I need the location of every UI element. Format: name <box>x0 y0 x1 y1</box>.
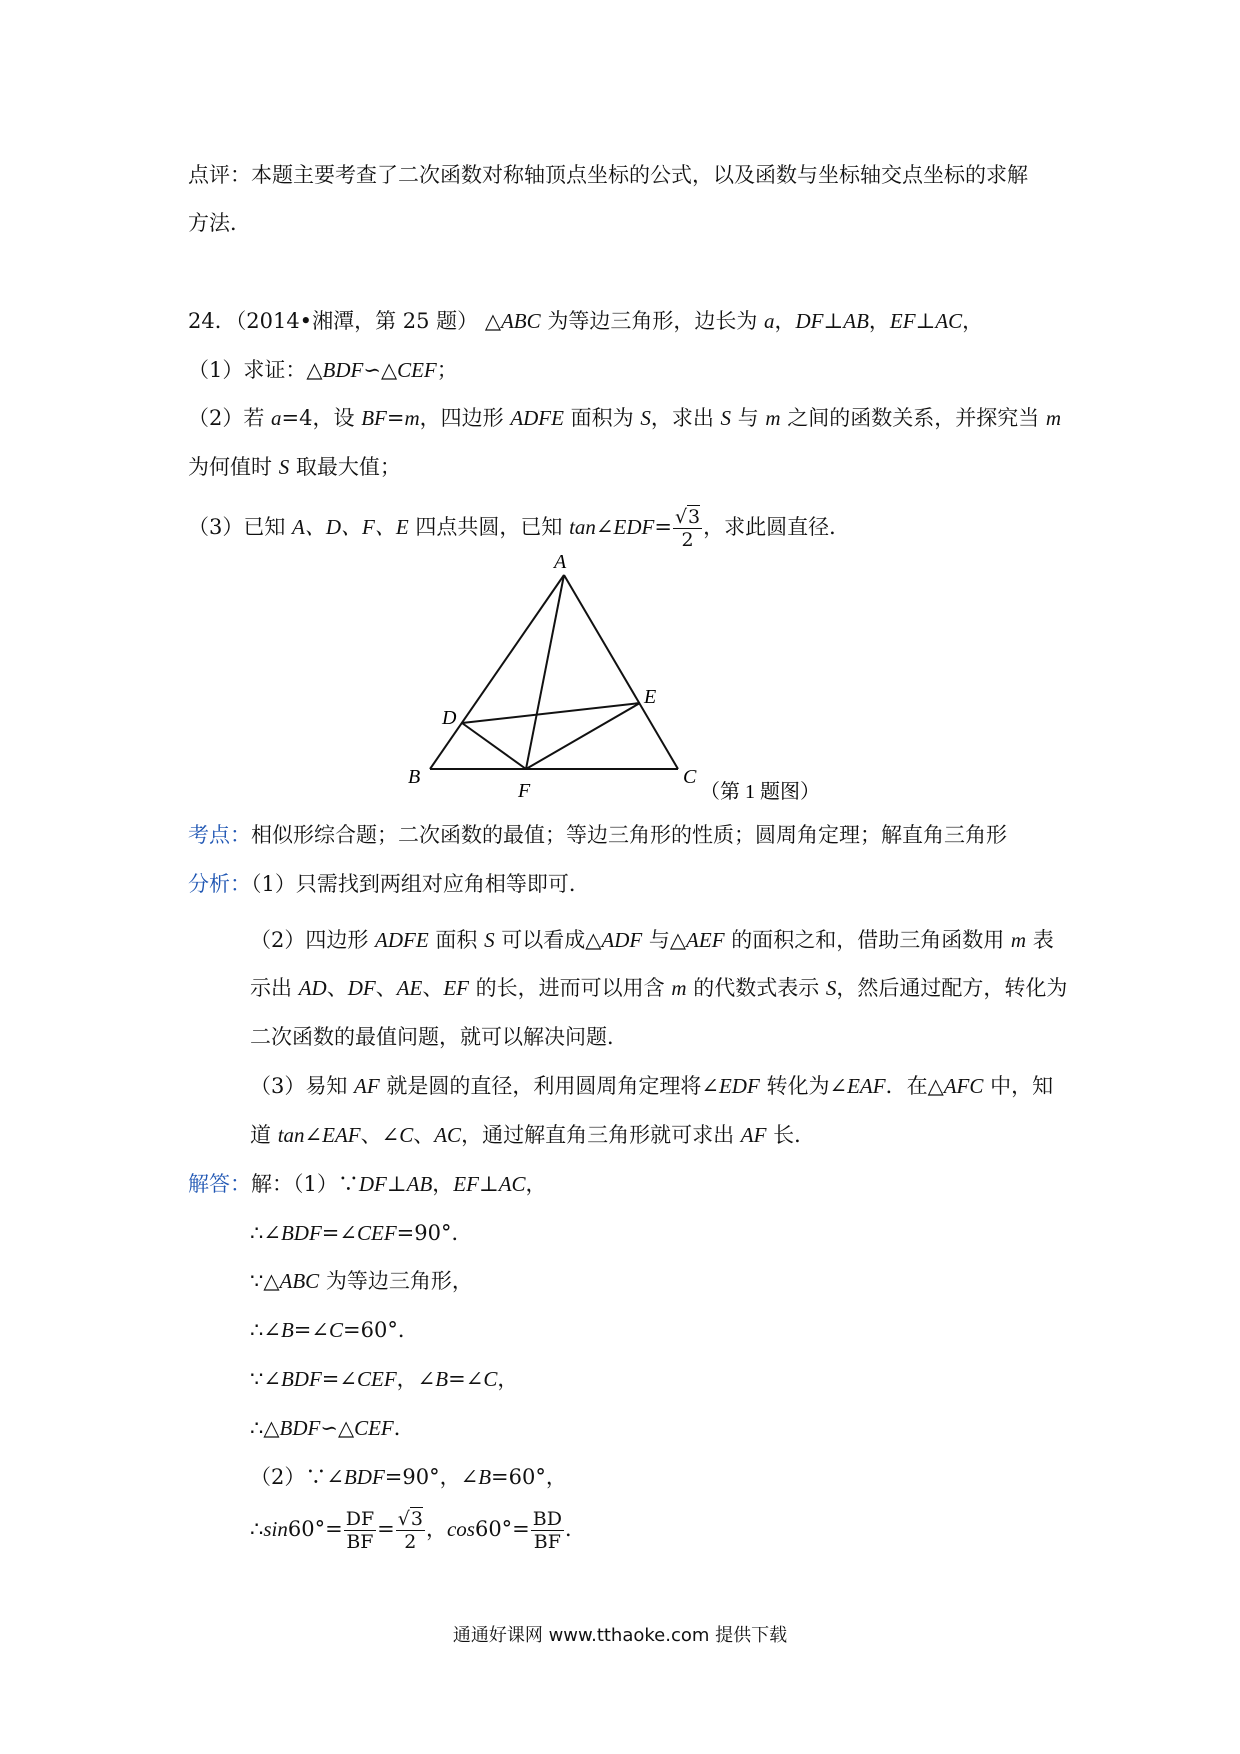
problem-number: 24． <box>188 309 236 333</box>
fenxi-text: 中，知 <box>983 1074 1054 1098</box>
q2-text: ，求出 <box>650 406 721 430</box>
jieda-text: 60°= <box>287 1517 343 1541</box>
segment-DF <box>462 723 526 769</box>
stem-text: ， <box>774 309 796 333</box>
denominator: BF <box>533 1531 561 1553</box>
fenxi-var: AF <box>354 1074 380 1098</box>
fenxi-text: 面积 <box>428 928 485 952</box>
jieda-line-7 <box>250 1462 567 1492</box>
label-D: D <box>442 707 457 729</box>
fenxi-text: 、 <box>326 976 348 1000</box>
q2-text: 为何值时 <box>188 455 279 479</box>
jieda-text: =∠ <box>448 1367 484 1391</box>
segment-AB <box>430 575 564 769</box>
fenxi-text: 的面积之和，借助三角函数用 <box>724 928 1011 952</box>
jieda-text: ⊥ <box>478 1172 499 1196</box>
jieda-text: =60°． <box>343 1318 419 1342</box>
question-2-line-2 <box>188 452 401 482</box>
q2-var: ADFE <box>510 406 564 430</box>
jieda-var: BDF <box>280 1367 322 1391</box>
radicand: 3 <box>688 506 701 528</box>
fenxi-var: ADFE <box>375 928 429 952</box>
jieda-label: 解答： <box>188 1172 251 1196</box>
fenxi-text: 、 <box>413 1123 435 1147</box>
jieda-text: ∴∠ <box>250 1318 281 1342</box>
stem-text: △ <box>484 309 501 333</box>
comment-line-1 <box>188 160 1028 190</box>
stem-var: AB <box>843 309 869 333</box>
jieda-line-6 <box>250 1413 415 1443</box>
q2-text: 之间的函数关系，并探究当 <box>780 406 1046 430</box>
fenxi-line-6 <box>250 1120 815 1150</box>
q2-var: S <box>640 406 651 430</box>
fenxi-var: S <box>825 976 837 1000</box>
q2-var: S <box>720 406 732 430</box>
q2-var: m <box>1045 406 1062 430</box>
sqrt-sign: √3 <box>674 506 701 528</box>
jieda-var: ABC <box>279 1269 320 1293</box>
comment-label: 点评： <box>188 163 251 187</box>
fenxi-var: EF <box>443 976 469 1000</box>
fenxi-label: 分析： <box>188 872 251 896</box>
jieda-text: 解：（1）∵ <box>251 1172 359 1196</box>
fenxi-var: ADF <box>601 928 643 952</box>
jieda-text: =∠ <box>321 1221 357 1245</box>
fenxi-var: S <box>484 928 495 952</box>
stem-text: ⊥ <box>823 309 844 333</box>
q3-text: 四点共圆，已知 <box>408 515 570 539</box>
triangle-figure <box>400 553 860 813</box>
jieda-text: =60°， <box>491 1465 567 1489</box>
fenxi-text: （2）四边形 <box>250 928 376 952</box>
comment-text-end: 方法． <box>188 211 251 235</box>
stem-var: AC <box>935 309 963 333</box>
fenxi-var: m <box>1010 928 1027 952</box>
q1-var: CEF <box>397 358 437 382</box>
jieda-text: =∠ <box>321 1367 357 1391</box>
kaodian-text: 相似形综合题；二次函数的最值；等边三角形的性质；圆周角定理；解直角三角形 <box>251 823 1007 847</box>
fenxi-var: AFC <box>943 1074 984 1098</box>
q2-text: 面积为 <box>563 406 641 430</box>
q3-text: ，求此圆直径． <box>703 515 851 539</box>
stem-var: DF <box>795 309 824 333</box>
numerator: DF <box>345 1508 375 1530</box>
jieda-var: CEF <box>354 1416 394 1440</box>
jieda-line-3 <box>250 1266 473 1296</box>
stem-var: ABC <box>500 309 541 333</box>
fenxi-text: 长． <box>766 1123 816 1147</box>
jieda-text: =90°． <box>396 1221 473 1245</box>
q2-text: （2）若 <box>188 406 272 430</box>
jieda-text: 60°= <box>474 1517 530 1541</box>
fraction-sqrt3-over-2 <box>673 506 702 551</box>
jieda-var: BDF <box>343 1465 385 1489</box>
denominator: 2 <box>681 529 694 551</box>
q3-text: （3）已知 <box>188 515 293 539</box>
numerator: BD <box>532 1508 562 1530</box>
jieda-text: ． <box>393 1416 415 1440</box>
jieda-text: =90°，∠ <box>384 1465 479 1489</box>
fenxi-var: AD <box>298 976 327 1000</box>
jieda-var: BDF <box>279 1416 321 1440</box>
jieda-text: ， <box>425 1517 447 1541</box>
jieda-text: ∴ <box>250 1517 264 1541</box>
label-F: F <box>518 780 531 802</box>
q1-text: （1）求证：△ <box>188 358 323 382</box>
fenxi-text: ，通过解直角三角形就可求出 <box>461 1123 741 1147</box>
q2-var: S <box>278 455 290 479</box>
q3-tan: tan∠EDF <box>569 515 655 539</box>
q2-var: m <box>404 406 420 430</box>
q3-var: A、D、F、E <box>292 515 409 539</box>
label-B: B <box>408 766 421 788</box>
jieda-var: CEF <box>357 1221 397 1245</box>
jieda-text: ∽△ <box>320 1416 355 1440</box>
question-2-line-1 <box>188 403 1061 433</box>
jieda-text: 为等边三角形， <box>319 1269 473 1293</box>
segment-DE <box>462 703 640 723</box>
q2-var: a <box>271 406 282 430</box>
segment-AC <box>564 575 678 769</box>
label-E: E <box>644 686 657 708</box>
jieda-var: CEF <box>357 1367 397 1391</box>
jieda-line-5 <box>250 1364 518 1394</box>
fenxi-line-1 <box>188 869 590 899</box>
fenxi-text: 二次函数的最值问题，就可以解决问题． <box>250 1025 628 1049</box>
page-footer: 通通好课网 www.tthaoke.com 提供下载 <box>452 1625 788 1646</box>
jieda-text: ， <box>497 1367 519 1391</box>
stem-text: 为等边三角形，边长为 <box>540 309 765 333</box>
fenxi-text: 转化为∠ <box>759 1074 848 1098</box>
label-C: C <box>683 766 697 788</box>
fenxi-text: 、 <box>422 976 444 1000</box>
fenxi-text: （1）只需找到两组对应角相等即可． <box>251 872 590 896</box>
fenxi-var: tan∠EAF <box>277 1123 361 1147</box>
jieda-func: sin <box>263 1517 288 1541</box>
fenxi-var: AC <box>434 1123 462 1147</box>
jieda-text: ∴∠ <box>250 1221 281 1245</box>
sqrt-sign: √3 <box>397 1508 423 1530</box>
jieda-text: ∴△ <box>250 1416 280 1440</box>
jieda-text: ， <box>525 1172 547 1196</box>
fenxi-text: ．在△ <box>885 1074 944 1098</box>
jieda-text: =∠ <box>293 1318 329 1342</box>
fenxi-text: 表 <box>1026 928 1054 952</box>
jieda-text: ∵∠ <box>250 1367 281 1391</box>
problem-source: （2014•湘潭，第 25 题） <box>235 309 479 333</box>
jieda-var: AC <box>498 1172 526 1196</box>
fraction-bd-bf <box>531 1508 564 1553</box>
question-1 <box>188 355 458 385</box>
fraction-df-bf <box>344 1508 376 1553</box>
fenxi-text: （3）易知 <box>250 1074 355 1098</box>
fenxi-line-2 <box>250 925 1054 955</box>
fenxi-text: ，然后通过配方，转化为 <box>836 976 1068 1000</box>
radicand: 3 <box>410 1508 423 1530</box>
question-3 <box>188 504 850 551</box>
jieda-var: B <box>478 1465 492 1489</box>
jieda-func: cos <box>446 1517 475 1541</box>
stem-text: ， <box>962 309 984 333</box>
kaodian-label: 考点： <box>188 823 251 847</box>
fenxi-var: AE <box>396 976 423 1000</box>
stem-text: ， <box>868 309 890 333</box>
jieda-text: ，∠ <box>396 1367 436 1391</box>
fenxi-line-5 <box>250 1071 1053 1101</box>
jieda-line-2 <box>250 1218 473 1248</box>
q1-text: ； <box>436 358 458 382</box>
fenxi-var: EAF <box>847 1074 886 1098</box>
fenxi-text: 的长，进而可以用含 <box>469 976 672 1000</box>
jieda-text: ． <box>564 1517 586 1541</box>
q1-text: ∽△ <box>363 358 398 382</box>
denominator: 2 <box>404 1531 417 1553</box>
fenxi-var: C <box>399 1123 414 1147</box>
fenxi-text: 与△ <box>642 928 687 952</box>
label-A: A <box>554 553 567 573</box>
stem-var: a <box>764 309 775 333</box>
fenxi-line-4 <box>250 1022 628 1052</box>
q2-text: 取最大值； <box>289 455 401 479</box>
jieda-var: C <box>483 1367 498 1391</box>
jieda-line-1 <box>188 1169 547 1199</box>
fenxi-text: 、 <box>375 976 397 1000</box>
fenxi-var: m <box>671 976 687 1000</box>
fraction-sqrt3-over-2 <box>396 1508 425 1553</box>
fenxi-text: 示出 <box>250 976 299 1000</box>
fenxi-text: 的代数式表示 <box>686 976 826 1000</box>
jieda-text: ， <box>432 1172 454 1196</box>
fenxi-text: 就是圆的直径，利用圆周角定理将∠ <box>379 1074 719 1098</box>
q2-text: ，四边形 <box>419 406 511 430</box>
fenxi-var: DF <box>347 976 376 1000</box>
q2-var: BF <box>361 406 387 430</box>
jieda-var: EF <box>453 1172 479 1196</box>
jieda-text: ⊥ <box>386 1172 407 1196</box>
stem-text: ⊥ <box>915 309 936 333</box>
q2-text: 与 <box>731 406 766 430</box>
jieda-text: = <box>377 1517 395 1541</box>
jieda-line-8 <box>250 1506 586 1553</box>
q3-text: = <box>654 515 672 539</box>
jieda-var: B <box>435 1367 449 1391</box>
jieda-var: BDF <box>280 1221 322 1245</box>
fenxi-var: AEF <box>686 928 725 952</box>
jieda-var: DF <box>358 1172 387 1196</box>
jieda-var: B <box>280 1318 294 1342</box>
jieda-line-4 <box>250 1315 419 1345</box>
q2-var: m <box>765 406 781 430</box>
comment-text: 本题主要考查了二次函数对称轴顶点坐标的公式，以及函数与坐标轴交点坐标的求解 <box>251 163 1028 187</box>
jieda-text: ∵△ <box>250 1269 280 1293</box>
comment-line-2 <box>188 208 251 238</box>
jieda-var: C <box>329 1318 344 1342</box>
fenxi-var: EDF <box>718 1074 760 1098</box>
jieda-text: （2）∵∠ <box>250 1465 344 1489</box>
stem-var: EF <box>889 309 916 333</box>
jieda-var: AB <box>406 1172 433 1196</box>
fenxi-text: 可以看成△ <box>494 928 602 952</box>
fenxi-text: 、∠ <box>360 1123 400 1147</box>
q1-var: BDF <box>322 358 364 382</box>
figure-caption: （第 1 题图） <box>700 781 820 803</box>
kaodian-line <box>188 820 1007 850</box>
denominator: BF <box>346 1531 374 1553</box>
fenxi-text: 道 <box>250 1123 278 1147</box>
fenxi-line-3 <box>250 973 1067 1003</box>
q2-text: =4，设 <box>281 406 362 430</box>
q2-text: = <box>386 406 405 430</box>
fenxi-var: AF <box>740 1123 767 1147</box>
problem-stem <box>188 306 983 336</box>
